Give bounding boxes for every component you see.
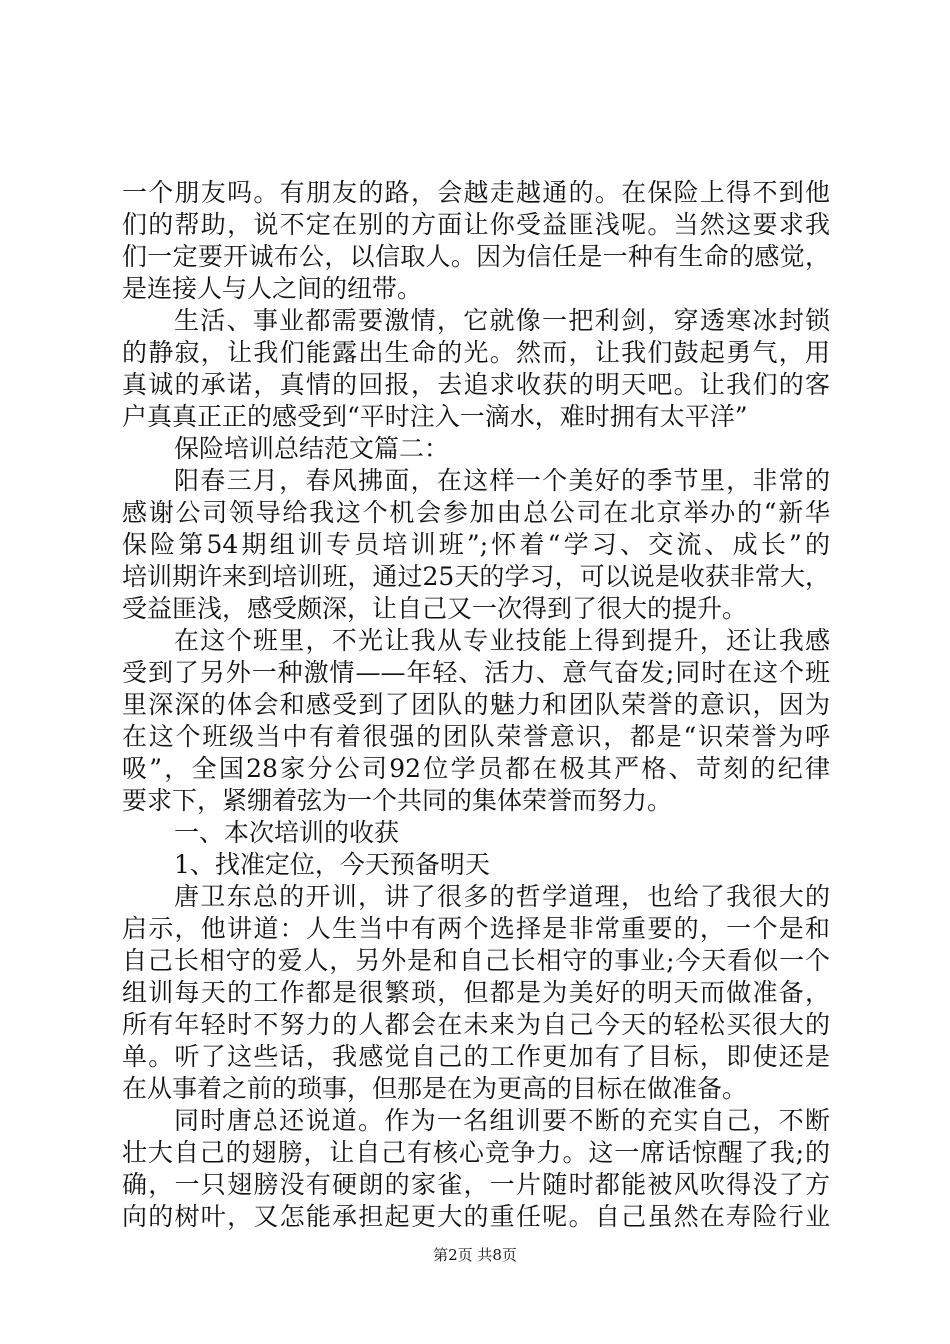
- text-line: 受到了另外一种激情——年轻、活力、意气奋发;同时在这个班: [122, 658, 830, 687]
- text-line: 一个朋友吗。有朋友的路，会越走越通的。在保险上得不到他: [122, 178, 830, 207]
- text-line: 一、本次培训的收获: [174, 818, 400, 847]
- text-line: 是连接人与人之间的纽带。: [122, 274, 423, 303]
- text-line: 里深深的体会和感受到了团队的魅力和团队荣誉的意识，因为: [122, 690, 830, 719]
- text-line: 感谢公司领导给我这个机会参加由总公司在北京举办的“新华: [122, 498, 830, 527]
- text-line: 户真真正正的感受到“平时注入一滴水，难时拥有太平洋”: [122, 402, 748, 431]
- text-line: 受益匪浅，感受颇深，让自己又一次得到了很大的提升。: [122, 594, 748, 623]
- text-line: 启示，他讲道：人生当中有两个选择是非常重要的，一个是和: [122, 914, 830, 943]
- text-line: 生活、事业都需要激情，它就像一把利剑，穿透寒冰封锁: [174, 306, 830, 335]
- text-line: 培训期许来到培训班，通过25天的学习，可以说是收获非常大，: [122, 562, 830, 591]
- text-line: 自己长相守的爱人，另外是和自己长相守的事业;今天看似一个: [122, 946, 830, 975]
- text-line: 的静寂，让我们能露出生命的光。然而，让我们鼓起勇气，用: [122, 338, 830, 367]
- text-line: 组训每天的工作都是很繁琐，但都是为美好的明天而做准备，: [122, 978, 830, 1007]
- text-line: 阳春三月，春风拂面，在这样一个美好的季节里，非常的: [174, 466, 830, 495]
- text-line: 单。听了这些话，我感觉自己的工作更加有了目标，即使还是: [122, 1042, 830, 1071]
- text-line: 同时唐总还说道。作为一名组训要不断的充实自己，不断: [174, 1106, 830, 1135]
- text-line: 保险第54期组训专员培训班”;怀着“学习、交流、成长”的: [122, 530, 830, 559]
- text-line: 在这个班级当中有着很强的团队荣誉意识，都是“识荣誉为呼: [122, 722, 830, 751]
- text-line: 们的帮助，说不定在别的方面让你受益匪浅呢。当然这要求我: [122, 210, 830, 239]
- text-line: 在这个班里，不光让我从专业技能上得到提升，还让我感: [174, 626, 830, 655]
- text-line: 吸”，全国28家分公司92位学员都在极其严格、苛刻的纪律: [122, 754, 830, 783]
- page-footer: 第2页 共8页: [433, 1246, 517, 1264]
- text-line: 唐卫东总的开训，讲了很多的哲学道理，也给了我很大的: [174, 882, 830, 911]
- text-line: 真诚的承诺，真情的回报，去追求收获的明天吧。让我们的客: [122, 370, 830, 399]
- text-line: 在从事着之前的琐事，但那是在为更高的目标在做准备。: [122, 1074, 748, 1103]
- text-line: 所有年轻时不努力的人都会在未来为自己今天的轻松买很大的: [122, 1010, 830, 1039]
- text-line: 要求下，紧绷着弦为一个共同的集体荣誉而努力。: [122, 786, 673, 815]
- text-line: 1、找准定位，今天预备明天: [174, 850, 490, 879]
- document-body: [122, 177, 830, 1233]
- text-line: 确，一只翅膀没有硬朗的家雀，一片随时都能被风吹得没了方: [122, 1170, 830, 1199]
- text-line: 向的树叶，又怎能承担起更大的重任呢。自己虽然在寿险行业: [122, 1202, 830, 1231]
- text-line: 保险培训总结范文篇二：: [174, 434, 450, 463]
- text-line: 壮大自己的翅膀，让自己有核心竞争力。这一席话惊醒了我;的: [122, 1138, 830, 1167]
- text-line: 们一定要开诚布公，以信取人。因为信任是一种有生命的感觉，: [122, 242, 830, 271]
